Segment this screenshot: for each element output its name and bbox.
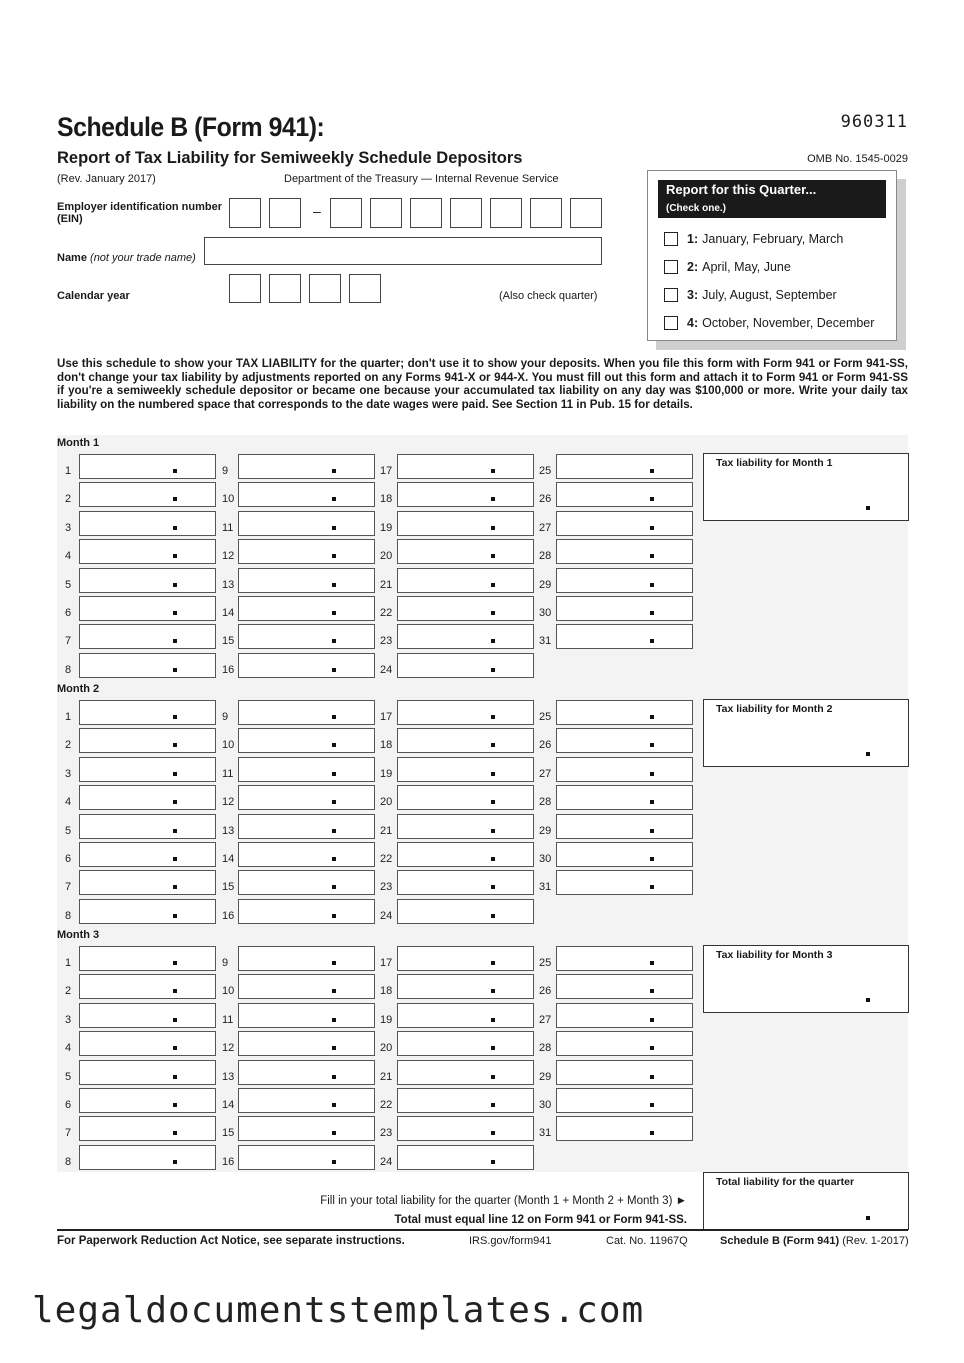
month-2-day-1-field[interactable] — [79, 700, 216, 725]
month-3-day-25-field[interactable] — [556, 946, 693, 971]
month-2-day-4-field[interactable] — [79, 785, 216, 810]
day-number: 3 — [65, 767, 72, 780]
day-number: 10 — [222, 493, 235, 506]
month-1-day-12-field[interactable] — [238, 539, 375, 564]
day-number: 28 — [539, 796, 552, 809]
day-number: 19 — [380, 767, 393, 780]
month-3-day-12-field[interactable] — [238, 1031, 375, 1056]
month-1-day-1-field[interactable] — [79, 454, 216, 479]
day-number: 11 — [222, 767, 234, 780]
day-number: 25 — [539, 711, 552, 723]
day-number: 1 — [65, 711, 72, 723]
month-2-day-10-field[interactable] — [238, 728, 375, 753]
day-number: 2 — [65, 493, 72, 506]
month-1-day-10-field[interactable] — [238, 482, 375, 507]
month-1-day-30-field[interactable] — [556, 596, 693, 621]
day-number: 5 — [65, 578, 72, 591]
day-number: 4 — [65, 1042, 72, 1055]
month-3-day-15-field[interactable] — [238, 1116, 375, 1141]
day-number: 3 — [65, 521, 72, 534]
checkbox-icon[interactable] — [664, 260, 678, 274]
month-3-day-20-field[interactable] — [397, 1031, 534, 1056]
day-number: 7 — [65, 635, 72, 648]
day-number: 11 — [222, 1013, 234, 1026]
day-number: 14 — [222, 853, 235, 865]
ein-digit-6[interactable] — [450, 198, 482, 228]
month-1-liability-box[interactable]: Tax liability for Month 1 — [703, 453, 909, 521]
day-number: 18 — [380, 739, 393, 752]
year-digit-3[interactable] — [309, 274, 341, 303]
day-number: 18 — [380, 493, 393, 506]
day-number: 11 — [222, 521, 234, 534]
ein-dash: – — [313, 203, 321, 219]
day-number: 20 — [380, 1042, 393, 1055]
month-3-day-11-field[interactable] — [238, 1003, 375, 1028]
day-number: 6 — [65, 607, 72, 619]
month-2-day-28-field[interactable] — [556, 785, 693, 810]
month-3-day-1-field[interactable] — [79, 946, 216, 971]
day-number: 21 — [380, 578, 393, 591]
month-1-day-5-field[interactable] — [79, 568, 216, 593]
month-1-day-23-field[interactable] — [397, 624, 534, 649]
month-3-day-22-field[interactable] — [397, 1088, 534, 1113]
month-3-day-7-field[interactable] — [79, 1116, 216, 1141]
day-number: 16 — [222, 909, 235, 922]
month-2-day-7-field[interactable] — [79, 870, 216, 895]
month-2-day-14-field[interactable] — [238, 842, 375, 867]
day-number: 18 — [380, 985, 393, 998]
ein-digit-7[interactable] — [490, 198, 522, 228]
ein-digit-4[interactable] — [370, 198, 402, 228]
checkbox-icon[interactable] — [664, 316, 678, 330]
month-2-liability-box[interactable]: Tax liability for Month 2 — [703, 699, 909, 767]
day-number: 6 — [65, 1099, 72, 1111]
day-number: 23 — [380, 1127, 393, 1140]
watermark-text: legaldocumentstemplates.com — [32, 1290, 645, 1331]
month-3-day-18-field[interactable] — [397, 974, 534, 999]
day-number: 6 — [65, 853, 72, 865]
checkbox-icon[interactable] — [664, 288, 678, 302]
month-2-day-15-field[interactable] — [238, 870, 375, 895]
day-number: 1 — [65, 465, 72, 477]
day-number: 16 — [222, 663, 235, 676]
month-1-day-2-field[interactable] — [79, 482, 216, 507]
day-number: 12 — [222, 550, 235, 563]
month-1-day-8-field[interactable] — [79, 653, 216, 678]
month-2-day-24-field[interactable] — [397, 899, 534, 924]
day-number: 22 — [380, 853, 393, 865]
day-number: 24 — [380, 663, 393, 676]
month-1-day-16-field[interactable] — [238, 653, 375, 678]
month-2-day-18-field[interactable] — [397, 728, 534, 753]
month-1-day-28-field[interactable] — [556, 539, 693, 564]
day-number: 13 — [222, 824, 235, 837]
fill-in-instruction: Fill in your total liability for the quarter (Month 1 + Month 2 + Month 3) ► — [320, 1195, 687, 1207]
month-3-day-14-field[interactable] — [238, 1088, 375, 1113]
day-number: 12 — [222, 796, 235, 809]
day-number: 27 — [539, 767, 552, 780]
ein-digit-8[interactable] — [530, 198, 562, 228]
month-3-day-8-field[interactable] — [79, 1145, 216, 1170]
month-1-day-14-field[interactable] — [238, 596, 375, 621]
month-2-day-21-field[interactable] — [397, 814, 534, 839]
name-field[interactable] — [204, 237, 602, 265]
day-number: 5 — [65, 824, 72, 837]
day-number: 8 — [65, 663, 72, 676]
day-number: 31 — [539, 1127, 552, 1140]
day-number: 31 — [539, 881, 552, 894]
month-3-day-3-field[interactable] — [79, 1003, 216, 1028]
month-3-day-13-field[interactable] — [238, 1060, 375, 1085]
month-3-label: Month 3 — [57, 929, 100, 941]
footer-form-name: Schedule B (Form 941) (Rev. 1-2017) — [720, 1235, 909, 1247]
month-2-day-26-field[interactable] — [556, 728, 693, 753]
month-3-day-24-field[interactable] — [397, 1145, 534, 1170]
quarter-heading: Report for this Quarter... (Check one.) — [658, 180, 886, 218]
day-number: 20 — [380, 796, 393, 809]
year-digit-1[interactable] — [229, 274, 261, 303]
day-number: 8 — [65, 1155, 72, 1168]
year-digit-2[interactable] — [269, 274, 301, 303]
year-digit-4[interactable] — [349, 274, 381, 303]
quarter-option-3[interactable]: 3: July, August, September — [664, 286, 837, 304]
day-number: 27 — [539, 521, 552, 534]
month-3-day-10-field[interactable] — [238, 974, 375, 999]
month-2-day-17-field[interactable] — [397, 700, 534, 725]
day-number: 23 — [380, 881, 393, 894]
day-number: 22 — [380, 607, 393, 619]
department-label: Department of the Treasury — Internal Revenue Service — [284, 173, 559, 185]
month-1-day-21-field[interactable] — [397, 568, 534, 593]
checkbox-icon[interactable] — [664, 232, 678, 246]
day-number: 26 — [539, 493, 552, 506]
name-label: Name (not your trade name) — [57, 252, 196, 264]
calendar-year-label: Calendar year — [57, 290, 130, 302]
month-2-day-22-field[interactable] — [397, 842, 534, 867]
day-number: 1 — [65, 957, 72, 969]
month-2-day-2-field[interactable] — [79, 728, 216, 753]
month-2-day-3-field[interactable] — [79, 757, 216, 782]
day-number: 15 — [222, 1127, 235, 1140]
form-title: Schedule B (Form 941): — [57, 112, 325, 142]
day-number: 14 — [222, 1099, 235, 1111]
day-number: 2 — [65, 985, 72, 998]
month-3-day-5-field[interactable] — [79, 1060, 216, 1085]
day-number: 21 — [380, 1070, 393, 1083]
footer-rule — [57, 1229, 908, 1231]
month-1-day-24-field[interactable] — [397, 653, 534, 678]
day-number: 28 — [539, 1042, 552, 1055]
total-liability-box[interactable]: Total liability for the quarter — [703, 1172, 909, 1230]
quarter-panel — [647, 170, 897, 341]
month-2-day-5-field[interactable] — [79, 814, 216, 839]
month-3-day-16-field[interactable] — [238, 1145, 375, 1170]
day-number: 10 — [222, 985, 235, 998]
month-1-day-20-field[interactable] — [397, 539, 534, 564]
month-1-day-27-field[interactable] — [556, 511, 693, 536]
month-2-day-20-field[interactable] — [397, 785, 534, 810]
ein-digit-2[interactable] — [269, 198, 301, 228]
month-1-day-18-field[interactable] — [397, 482, 534, 507]
ein-digit-1[interactable] — [229, 198, 261, 228]
month-3-day-31-field[interactable] — [556, 1116, 693, 1141]
month-2-day-6-field[interactable] — [79, 842, 216, 867]
month-3-day-2-field[interactable] — [79, 974, 216, 999]
month-3-day-19-field[interactable] — [397, 1003, 534, 1028]
month-1-day-29-field[interactable] — [556, 568, 693, 593]
month-1-day-15-field[interactable] — [238, 624, 375, 649]
revision-date: (Rev. January 2017) — [57, 173, 156, 185]
day-number: 2 — [65, 739, 72, 752]
day-number: 19 — [380, 521, 393, 534]
day-number: 26 — [539, 739, 552, 752]
day-number: 28 — [539, 550, 552, 563]
month-2-day-11-field[interactable] — [238, 757, 375, 782]
month-1-label: Month 1 — [57, 437, 100, 449]
day-number: 31 — [539, 635, 552, 648]
catalog-number: Cat. No. 11967Q — [606, 1235, 688, 1247]
month-2-label: Month 2 — [57, 683, 100, 695]
ein-digit-9[interactable] — [570, 198, 602, 228]
form-subtitle: Report of Tax Liability for Semiweekly Schedule Depositors — [57, 149, 523, 167]
month-3-day-30-field[interactable] — [556, 1088, 693, 1113]
month-1-day-3-field[interactable] — [79, 511, 216, 536]
day-number: 24 — [380, 1155, 393, 1168]
month-1-day-4-field[interactable] — [79, 539, 216, 564]
ein-digit-5[interactable] — [410, 198, 442, 228]
month-1-day-17-field[interactable] — [397, 454, 534, 479]
day-number: 4 — [65, 796, 72, 809]
month-3-day-17-field[interactable] — [397, 946, 534, 971]
day-number: 26 — [539, 985, 552, 998]
month-1-day-31-field[interactable] — [556, 624, 693, 649]
footer-url: IRS.gov/form941 — [469, 1235, 552, 1247]
month-2-day-30-field[interactable] — [556, 842, 693, 867]
month-3-day-23-field[interactable] — [397, 1116, 534, 1141]
day-number: 10 — [222, 739, 235, 752]
month-3-day-9-field[interactable] — [238, 946, 375, 971]
day-number: 13 — [222, 578, 235, 591]
month-2-day-23-field[interactable] — [397, 870, 534, 895]
day-number: 30 — [539, 1099, 552, 1111]
month-3-day-6-field[interactable] — [79, 1088, 216, 1113]
month-2-day-25-field[interactable] — [556, 700, 693, 725]
omb-number: OMB No. 1545-0029 — [807, 153, 908, 165]
day-number: 8 — [65, 909, 72, 922]
instructions-text: Use this schedule to show your TAX LIABILITY for the quarter; don't use it to show your deposits. When you file this form with Form 941 or Form 941-SS, don't change your tax liability by adjustments reported on any Forms 941-X or 944-X. You must fill out this form and attach it to Form 941 or Form 941-SS if you're a semiweekly schedule depositor or became one because your accumulated tax liability on any day was $100,000 or more. Write your daily tax liability on the numbered space that corresponds to the date wages were paid. See Section 11 in Pub. 15 for details. — [57, 357, 908, 411]
quarter-option-1[interactable]: 1: January, February, March — [664, 230, 843, 248]
month-1-day-19-field[interactable] — [397, 511, 534, 536]
day-number: 15 — [222, 635, 235, 648]
month-1-day-26-field[interactable] — [556, 482, 693, 507]
day-number: 17 — [380, 711, 393, 723]
day-number: 20 — [380, 550, 393, 563]
month-3-day-4-field[interactable] — [79, 1031, 216, 1056]
month-3-day-21-field[interactable] — [397, 1060, 534, 1085]
day-number: 30 — [539, 853, 552, 865]
month-3-day-26-field[interactable] — [556, 974, 693, 999]
day-number: 7 — [65, 881, 72, 894]
day-number: 7 — [65, 1127, 72, 1140]
day-number: 25 — [539, 957, 552, 969]
day-number: 12 — [222, 1042, 235, 1055]
day-number: 13 — [222, 1070, 235, 1083]
month-1-day-7-field[interactable] — [79, 624, 216, 649]
month-1-day-9-field[interactable] — [238, 454, 375, 479]
day-number: 29 — [539, 1070, 552, 1083]
month-2-day-13-field[interactable] — [238, 814, 375, 839]
month-2-day-19-field[interactable] — [397, 757, 534, 782]
day-number: 9 — [222, 465, 229, 477]
month-3-day-27-field[interactable] — [556, 1003, 693, 1028]
day-number: 25 — [539, 465, 552, 477]
day-number: 3 — [65, 1013, 72, 1026]
month-2-day-12-field[interactable] — [238, 785, 375, 810]
day-number: 17 — [380, 957, 393, 969]
form-code: 960311 — [840, 112, 908, 132]
quarter-option-4[interactable]: 4: October, November, December — [664, 314, 874, 332]
day-number: 4 — [65, 550, 72, 563]
must-equal-note: Total must equal line 12 on Form 941 or Form 941-SS. — [394, 1214, 687, 1226]
day-number: 16 — [222, 1155, 235, 1168]
day-number: 22 — [380, 1099, 393, 1111]
month-1-day-11-field[interactable] — [238, 511, 375, 536]
day-number: 9 — [222, 711, 229, 723]
month-3-day-29-field[interactable] — [556, 1060, 693, 1085]
month-1-day-6-field[interactable] — [79, 596, 216, 621]
month-2-day-29-field[interactable] — [556, 814, 693, 839]
day-number: 24 — [380, 909, 393, 922]
month-3-day-28-field[interactable] — [556, 1031, 693, 1056]
day-number: 5 — [65, 1070, 72, 1083]
month-1-day-22-field[interactable] — [397, 596, 534, 621]
day-number: 15 — [222, 881, 235, 894]
day-number: 9 — [222, 957, 229, 969]
month-2-day-8-field[interactable] — [79, 899, 216, 924]
day-number: 23 — [380, 635, 393, 648]
quarter-option-2[interactable]: 2: April, May, June — [664, 258, 791, 276]
day-number: 14 — [222, 607, 235, 619]
month-2-day-9-field[interactable] — [238, 700, 375, 725]
month-3-liability-box[interactable]: Tax liability for Month 3 — [703, 945, 909, 1013]
day-number: 17 — [380, 465, 393, 477]
day-number: 30 — [539, 607, 552, 619]
month-1-day-13-field[interactable] — [238, 568, 375, 593]
month-1-day-25-field[interactable] — [556, 454, 693, 479]
month-2-day-31-field[interactable] — [556, 870, 693, 895]
day-number: 29 — [539, 578, 552, 591]
ein-label: Employer identification number (EIN) — [57, 201, 223, 225]
month-2-day-16-field[interactable] — [238, 899, 375, 924]
paperwork-notice: For Paperwork Reduction Act Notice, see separate instructions. — [57, 1235, 405, 1247]
day-number: 27 — [539, 1013, 552, 1026]
ein-digit-3[interactable] — [330, 198, 362, 228]
day-number: 19 — [380, 1013, 393, 1026]
also-check-note: (Also check quarter) — [499, 290, 598, 302]
day-number: 21 — [380, 824, 393, 837]
day-number: 29 — [539, 824, 552, 837]
month-2-day-27-field[interactable] — [556, 757, 693, 782]
